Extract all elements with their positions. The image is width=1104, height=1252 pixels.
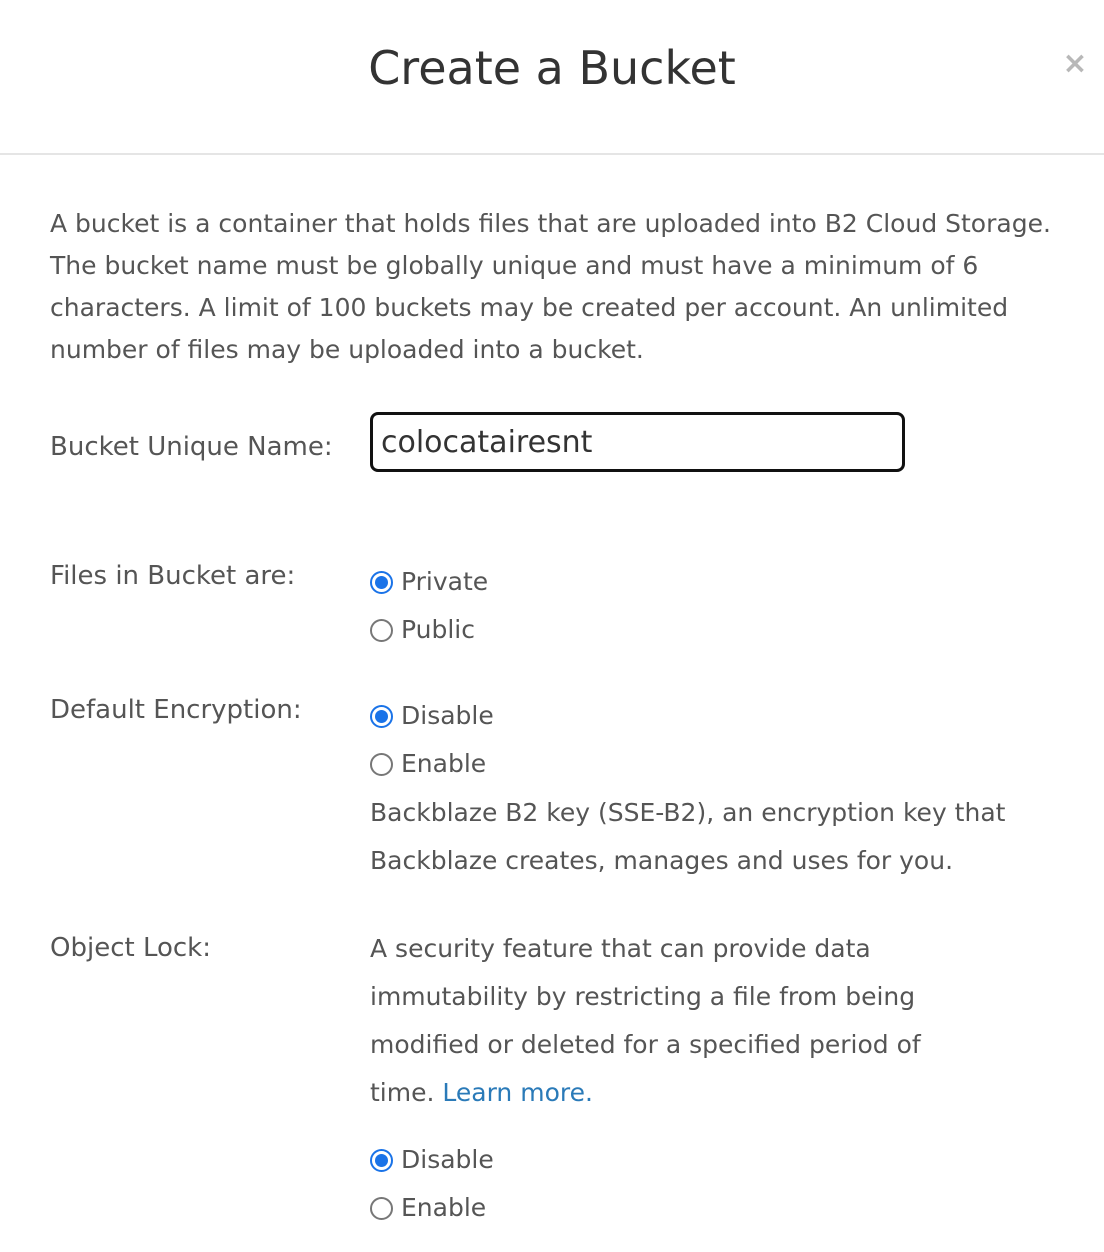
radio-encryption-disable-label: Disable <box>401 701 494 730</box>
radio-encryption-enable-indicator[interactable] <box>370 753 393 776</box>
intro-text: A bucket is a container that holds files that are uploaded into B2 Cloud Storage. The bucket name must be globally unique and must have a minimum of 6 characters. A limit of 100 buckets may be created per account. An unlimited number of files may be uploaded into a bucket. <box>50 209 1051 364</box>
radio-lock-enable-indicator[interactable] <box>370 1197 393 1220</box>
radio-private[interactable] <box>370 562 488 602</box>
learn-more-link[interactable]: Learn more. <box>442 1078 593 1107</box>
radio-public-label: Public <box>401 615 475 644</box>
radio-lock-enable[interactable] <box>370 1188 486 1228</box>
radio-lock-disable-label: Disable <box>401 1145 494 1174</box>
radio-public[interactable] <box>370 610 475 650</box>
files-visibility-label: Files in Bucket are: <box>50 561 296 591</box>
radio-lock-disable-indicator[interactable] <box>370 1149 393 1172</box>
radio-encryption-enable[interactable] <box>370 744 486 784</box>
radio-encryption-disable-indicator[interactable] <box>370 705 393 728</box>
bucket-name-label: Bucket Unique Name: <box>50 432 333 462</box>
radio-private-label: Private <box>401 567 489 596</box>
object-lock-help-text <box>370 925 930 1117</box>
bucket-name-input[interactable] <box>370 412 905 472</box>
modal-title: Create a Bucket <box>368 41 736 95</box>
radio-private-indicator[interactable] <box>370 571 393 594</box>
object-lock-help-body: A security feature that can provide data immutability by restricting a file from being modified or deleted for a specified period of time. <box>370 934 921 1107</box>
radio-encryption-enable-label: Enable <box>401 749 487 778</box>
encryption-help-text: Backblaze B2 key (SSE-B2), an encryption key that Backblaze creates, manages and uses for you. <box>370 798 1006 875</box>
radio-lock-disable[interactable] <box>370 1140 494 1180</box>
radio-lock-enable-label: Enable <box>401 1193 487 1222</box>
radio-public-indicator[interactable] <box>370 619 393 642</box>
default-encryption-label: Default Encryption: <box>50 695 302 725</box>
close-icon[interactable]: × <box>1062 46 1088 81</box>
radio-encryption-disable[interactable] <box>370 696 494 736</box>
object-lock-label: Object Lock: <box>50 933 211 963</box>
modal-header <box>0 0 1104 155</box>
